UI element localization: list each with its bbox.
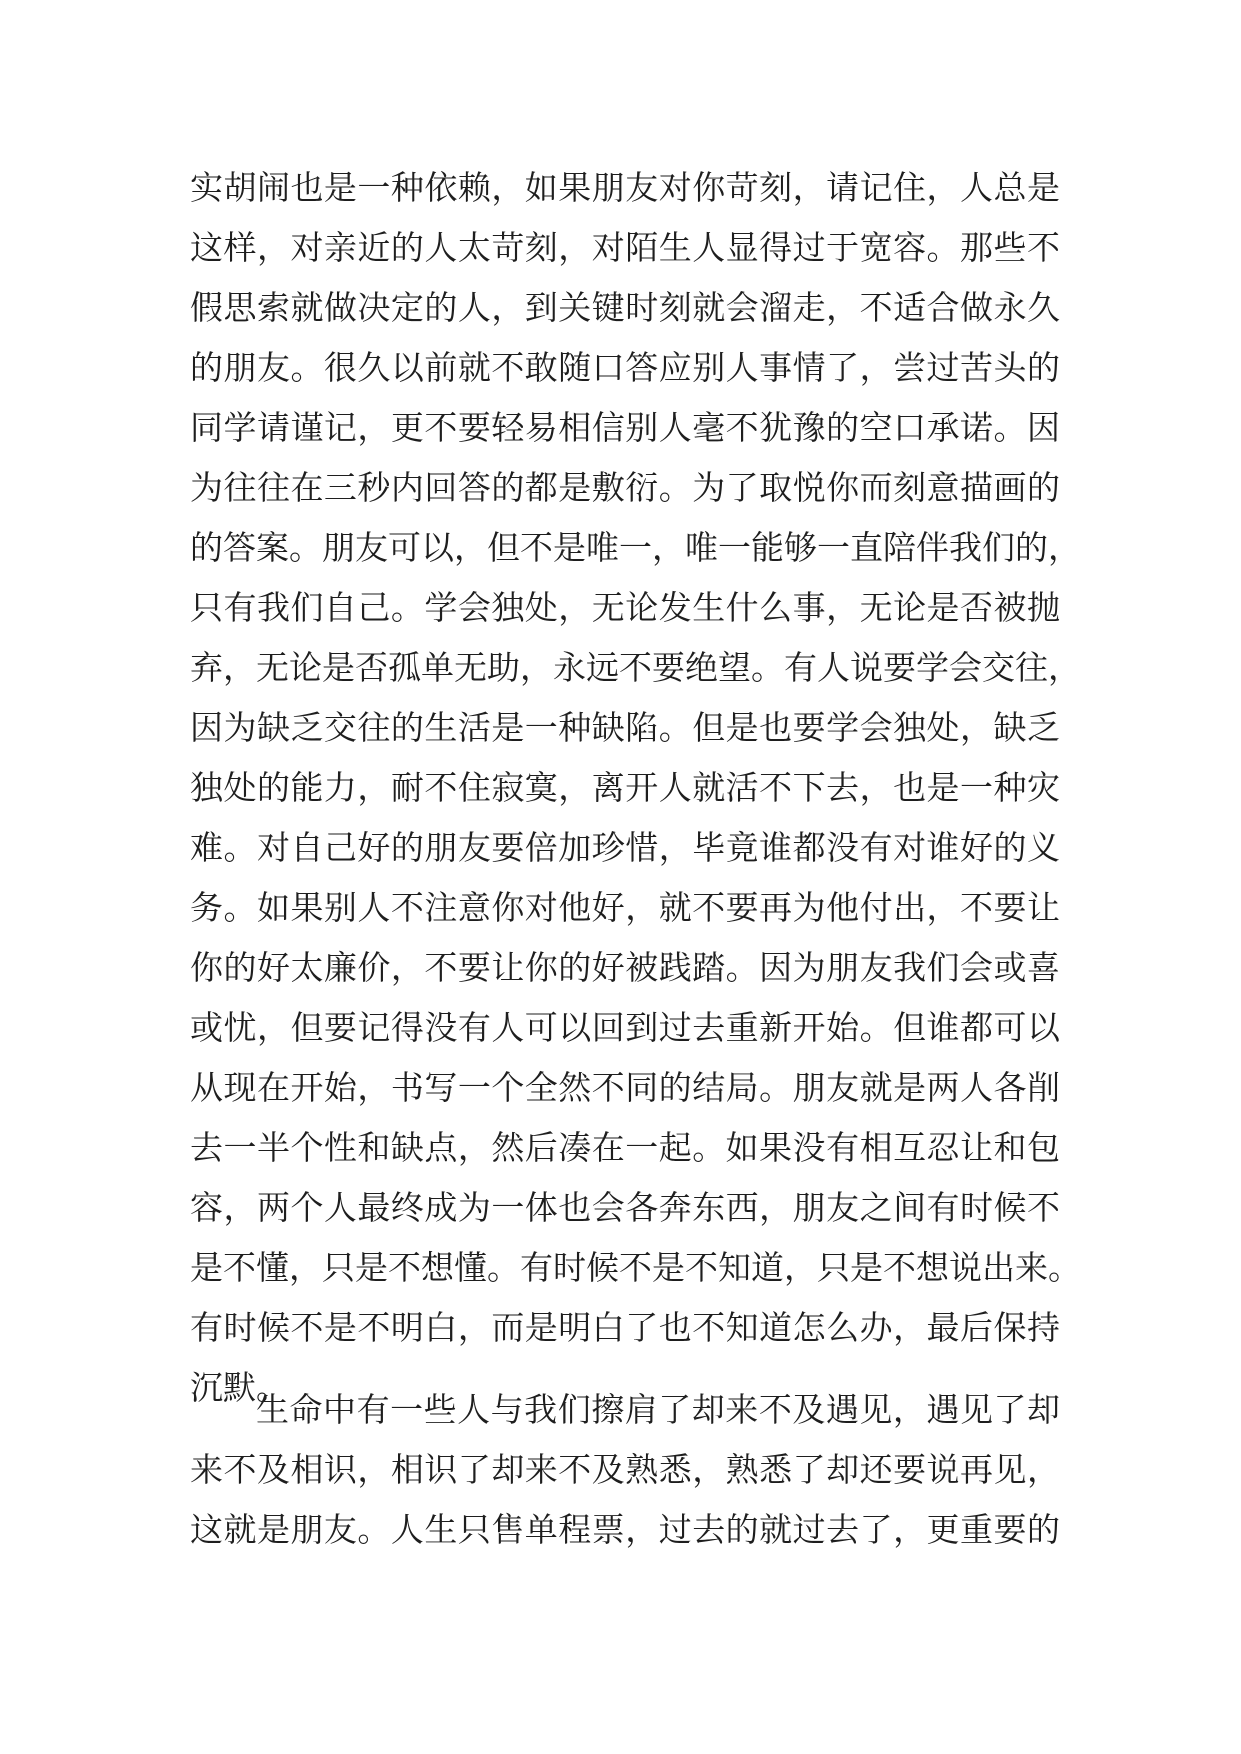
text-line: 难。对自己好的朋友要倍加珍惜，毕竟谁都没有对谁好的义 xyxy=(190,828,1060,867)
text-line: 为往往在三秒内回答的都是敷衍。为了取悦你而刻意描画的 xyxy=(190,468,1060,507)
text-line: 来不及相识，相识了却来不及熟悉，熟悉了却还要说再见， xyxy=(190,1450,1060,1489)
text-line: 你的好太廉价，不要让你的好被践踏。因为朋友我们会或喜 xyxy=(190,948,1060,987)
text-line: 的朋友。很久以前就不敢随口答应别人事情了，尝过苦头的 xyxy=(190,348,1060,387)
text-line: 的答案。朋友可以，但不是唯一，唯一能够一直陪伴我们的， xyxy=(190,528,1081,567)
text-line: 假思索就做决定的人，到关键时刻就会溜走，不适合做永久 xyxy=(190,288,1060,327)
paragraph-2 xyxy=(190,1380,1060,1560)
text-line: 是不懂，只是不想懂。有时候不是不知道，只是不想说出来。 xyxy=(190,1248,1081,1287)
text-line: 从现在开始，书写一个全然不同的结局。朋友就是两人各削 xyxy=(190,1068,1060,1107)
text-line: 容，两个人最终成为一体也会各奔东西，朋友之间有时候不 xyxy=(190,1188,1060,1227)
paragraph-1 xyxy=(190,158,1081,1418)
text-line: 同学请谨记，更不要轻易相信别人毫不犹豫的空口承诺。因 xyxy=(190,408,1060,447)
text-line: 沉默。 xyxy=(190,1368,289,1407)
text-line: 生命中有一些人与我们擦肩了却来不及遇见，遇见了却 xyxy=(256,1390,1060,1429)
text-line: 独处的能力，耐不住寂寞，离开人就活不下去，也是一种灾 xyxy=(190,768,1060,807)
text-line: 实胡闹也是一种依赖，如果朋友对你苛刻，请记住，人总是 xyxy=(190,168,1060,207)
text-line: 有时候不是不明白，而是明白了也不知道怎么办，最后保持 xyxy=(190,1308,1060,1347)
text-line: 去一半个性和缺点，然后凑在一起。如果没有相互忍让和包 xyxy=(190,1128,1060,1167)
text-line: 或忧，但要记得没有人可以回到过去重新开始。但谁都可以 xyxy=(190,1008,1060,1047)
text-line: 务。如果别人不注意你对他好，就不要再为他付出，不要让 xyxy=(190,888,1060,927)
text-line: 这样，对亲近的人太苛刻，对陌生人显得过于宽容。那些不 xyxy=(190,228,1060,267)
text-line: 弃，无论是否孤单无助，永远不要绝望。有人说要学会交往， xyxy=(190,648,1081,687)
text-line: 这就是朋友。人生只售单程票，过去的就过去了，更重要的 xyxy=(190,1510,1060,1549)
text-line: 因为缺乏交往的生活是一种缺陷。但是也要学会独处，缺乏 xyxy=(190,708,1060,747)
text-line: 只有我们自己。学会独处，无论发生什么事，无论是否被抛 xyxy=(190,588,1060,627)
